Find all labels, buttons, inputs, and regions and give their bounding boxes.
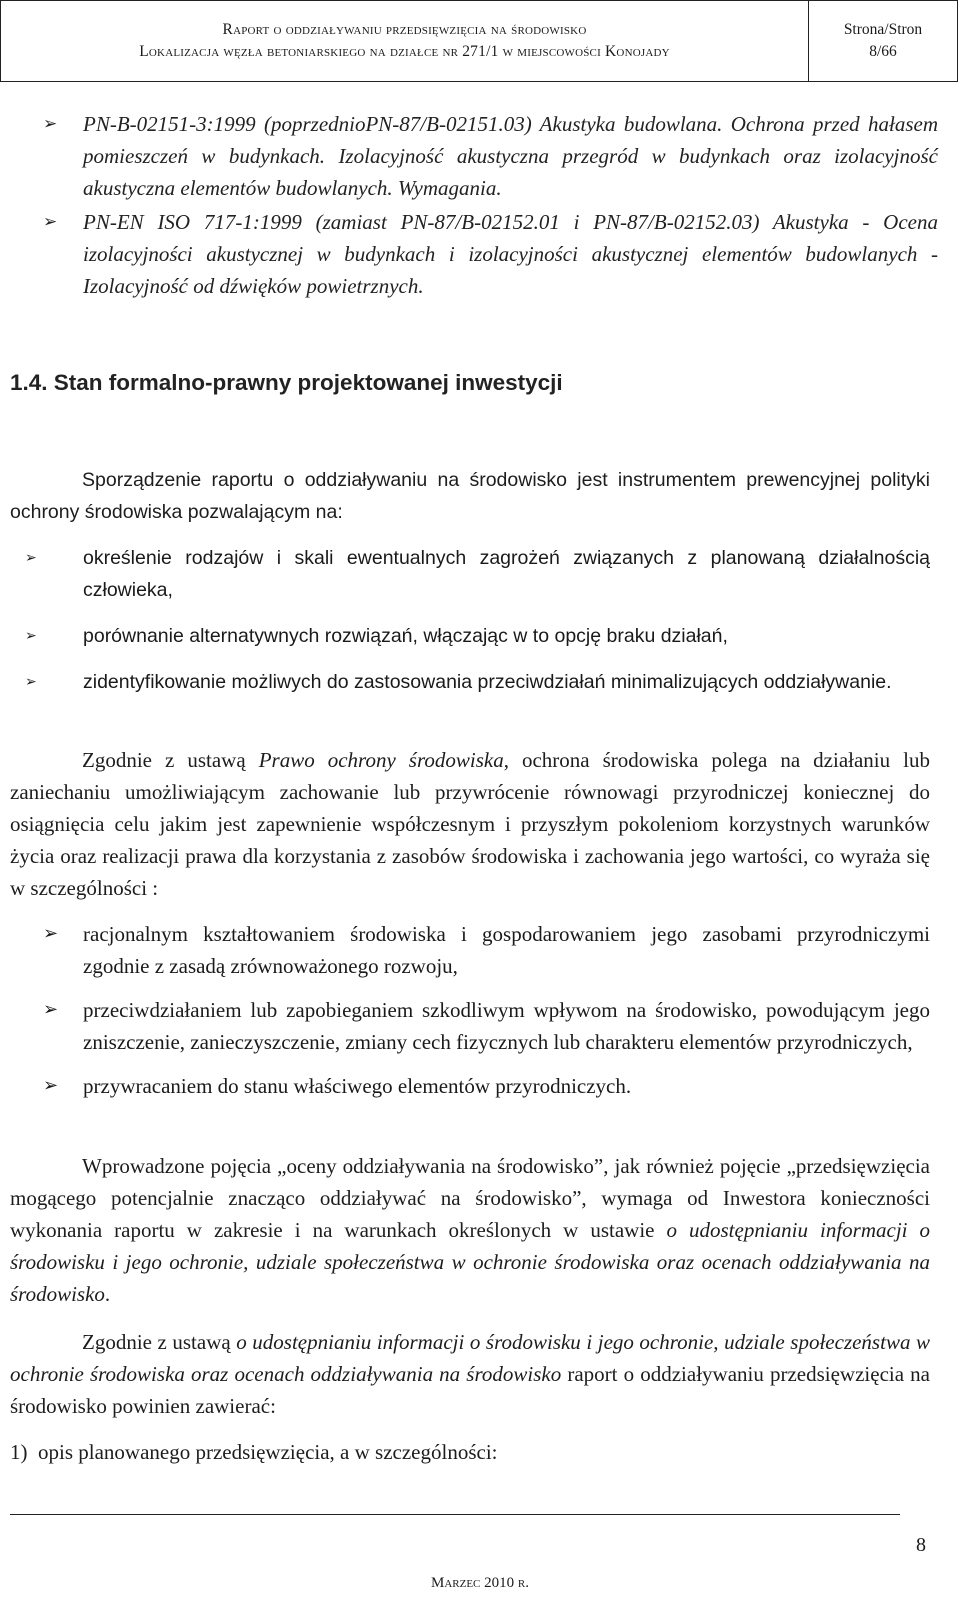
act-title: o udostępnianiu informacji o środowisku i jego ochronie, udziale społeczeństwa w ochronie środowiska oraz ocenach oddziaływania na środowisko: [10, 1330, 930, 1386]
law-paragraph-text: Zgodnie z ustawą: [82, 748, 259, 772]
report-contents-text: Zgodnie z ustawą: [82, 1330, 237, 1354]
numbered-list-item: [10, 1436, 930, 1468]
arrow-bullet-icon: ➢: [43, 1075, 59, 1096]
law-paragraph-text: , ochrona środowiska polega na działaniu lub zaniechaniu umożliwiającym zachowanie lub przywrócenie równowagi przyrodniczej koniecznej do osiągnięcia celu jakim jest zapewnienie współczesnym i przyszłym pokoleniom korzystnych warunków życia oraz realizacji prawa dla korzystania z zasobów środowiska i zachowania jego wartości, co wyraża się w szczególności :: [10, 748, 930, 900]
act-title: o udostępnianiu informacji o środowisku i jego ochronie, udziale społeczeństwa w ochronie środowiska oraz ocenach oddziaływania na środowisko: [10, 1218, 931, 1306]
assessment-paragraph-text: Wprowadzone pojęcia „oceny oddziaływania na środowisko”, jak również pojęcie „przedsięwzięcia mogącego potencjalnie znacząco oddziaływać na środowisko”, wymaga od Inwestora konieczności wykonania raportu w zakresie i na warunkach określonych w ustawie: [10, 1154, 930, 1242]
footer-page-number: 8: [916, 1534, 926, 1556]
arrow-bullet-icon: ➢: [25, 550, 37, 566]
assessment-paragraph-text: .: [104, 1282, 111, 1306]
standard-text: PN-EN ISO 717-1:1999 (zamiast PN-87/B-02152.01 i PN-87/B-02152.03) Akustyka - Ocena izolacyjności akustycznej w budynkach i izolacyjności akustycznej elementów budowlanych - Izolacyjność od dźwięków powietrznych.: [83, 210, 938, 298]
law-paragraph: [10, 744, 930, 904]
protection-bullet-text: racjonalnym kształtowaniem środowiska i gospodarowaniem jego zasobami przyrodniczymi zgodnie z zasadą zrównoważonego rozwoju,: [83, 922, 930, 978]
arrow-bullet-icon: ➢: [25, 674, 37, 690]
header-title-block: [1, 1, 809, 81]
purpose-bullet-text: określenie rodzajów i skali ewentualnych zagrożeń związanych z planowaną działalnością człowieka,: [83, 547, 930, 601]
header-report-title: Raport o oddziaływaniu przedsięwzięcia na środowisko: [222, 21, 587, 38]
protection-bullet-list: [10, 918, 930, 1102]
purpose-bullet-item: [10, 666, 930, 698]
footer-date: Marzec 2010 r.: [431, 1575, 529, 1591]
list-marker: 1): [10, 1440, 28, 1464]
report-contents-paragraph: [10, 1326, 930, 1422]
purpose-bullet-item: [10, 620, 930, 652]
protection-bullet-item: [10, 1070, 930, 1102]
intro-paragraph: Sporządzenie raportu o oddziaływaniu na środowisko jest instrumentem prewencyjnej polityki ochrony środowiska pozwalającym na:: [10, 469, 930, 523]
standards-list: [10, 108, 938, 302]
header-page-block: [809, 1, 957, 81]
purpose-bullet-text: porównanie alternatywnych rozwiązań, włączając w to opcję braku działań,: [83, 625, 728, 647]
purpose-bullet-text: zidentyfikowanie możliwych do zastosowania przeciwdziałań minimalizujących oddziaływanie.: [83, 671, 892, 693]
law-title: Prawo ochrony środowiska: [258, 748, 504, 772]
arrow-bullet-icon: ➢: [25, 628, 37, 644]
list-item-text: opis planowanego przedsięwzięcia, a w szczególności:: [38, 1440, 498, 1464]
footer-rule: [10, 1514, 900, 1515]
purpose-bullet-list: [10, 542, 930, 698]
page-header: [0, 0, 958, 82]
report-contents-text: raport o oddziaływaniu przedsięwzięcia na środowisko powinien zawierać:: [10, 1362, 930, 1418]
section-title: 1.4. Stan formalno-prawny projektowanej inwestycji: [10, 370, 563, 395]
arrow-bullet-icon: ➢: [43, 114, 58, 134]
header-page-label: Strona/Stron: [843, 21, 923, 38]
protection-bullet-text: przeciwdziałaniem lub zapobieganiem szkodliwym wpływom na środowisko, powodującym jego zniszczenie, zanieczyszczenie, zmiany cech fizycznych lub charakteru elementów przyrodniczych,: [83, 998, 930, 1054]
assessment-paragraph: [10, 1150, 930, 1310]
arrow-bullet-icon: ➢: [43, 923, 59, 944]
arrow-bullet-icon: ➢: [43, 212, 58, 232]
header-location: Lokalizacja węzła betoniarskiego na działce nr 271/1 w miejscowości Konojady: [139, 43, 670, 60]
arrow-bullet-icon: ➢: [43, 999, 59, 1020]
standard-text: PN-B-02151-3:1999 (poprzednioPN-87/B-02151.03) Akustyka budowlana. Ochrona przed hałasem pomieszczeń w budynkach. Izolacyjność akustyczna przegród w budynkach oraz izolacyjność akustyczna elementów budowlanych. Wymagania.: [83, 112, 938, 200]
header-page-value: 8/66: [869, 43, 897, 60]
protection-bullet-item: [10, 994, 930, 1058]
purpose-bullet-item: [10, 542, 930, 606]
standard-item: [10, 108, 938, 204]
standard-item: [10, 206, 938, 302]
protection-bullet-text: przywracaniem do stanu właściwego elementów przyrodniczych.: [83, 1074, 632, 1098]
protection-bullet-item: [10, 918, 930, 982]
